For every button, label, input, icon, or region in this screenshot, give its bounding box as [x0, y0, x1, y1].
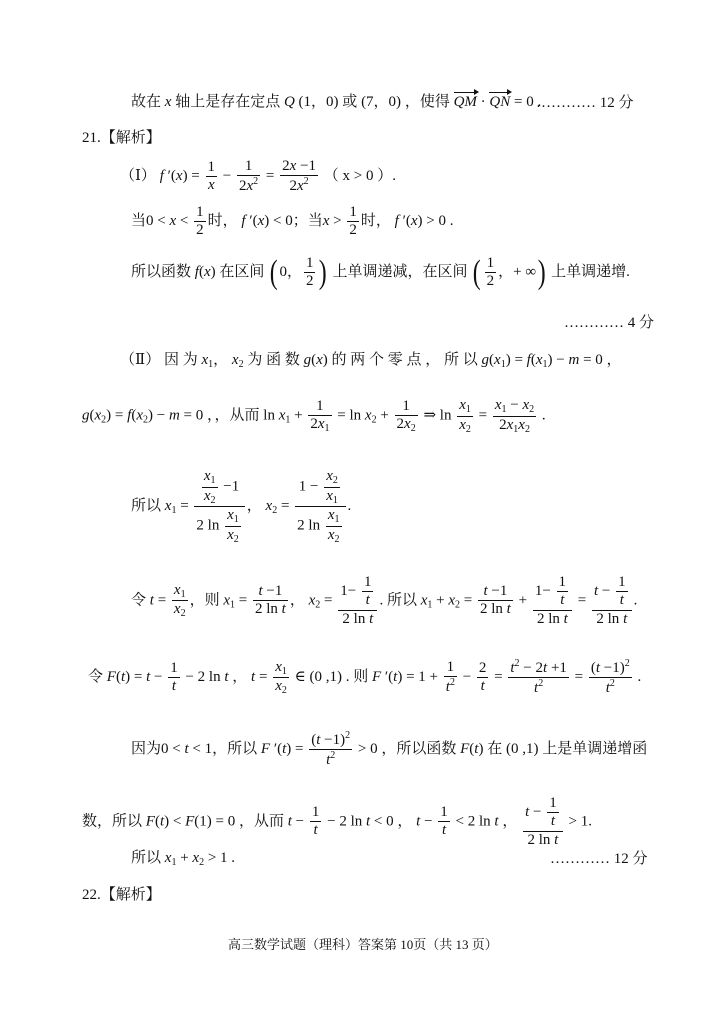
part2-inequality: 数，所以 F(t) < F(1) = 0 ，从而 t − $\frac{1}{t}$ − 2 ln t < 0 ， t − $\frac{1}{t}$ < 2 ln t ， t − $\frac{1}{t}$ 2 ln t > 1. — [82, 795, 592, 848]
score-part1: ………… 4 分 — [564, 315, 655, 331]
page-footer: 高三数学试题（理科）答案第 10页（共 13 页） — [228, 937, 498, 952]
line-q20-conclusion: 故在 x 轴上是存在定点 Q (1，0) 或 (7，0) ，使得 QM · QN = 0 . — [131, 94, 542, 110]
part2-because: 因为0 < t < 1，所以 F ′(t) = $\frac{(t -1)^2}{t^2}$ > 0 ，所以函数 F(t) 在 (0 ,1) 上是单调递增函 — [131, 730, 648, 769]
part1-conclusion: 所以函数 f(x) 在区间 ( 0， $\frac{1}{2}$ ) 上单调递减，在区间 ( $\frac{1}{2}$ ，+ ∞) 上单调递增. — [131, 253, 630, 291]
q22-label: 22.【解析】 — [82, 887, 161, 903]
score-q20: ………… 12 分 — [536, 95, 634, 111]
part1-cases: 当0 < x < $\frac{1}{2}$ 时， f ′(x) < 0；当x > $\frac{1}{2}$ 时， f ′(x) > 0 . — [131, 204, 454, 239]
part1-derivative: （Ⅰ） f ′(x) = $\frac{1}{x}$ − $\frac{1}{2x^2}$ = $\frac{2x -1}{2x^2}$ （ x > 0 ）. — [120, 158, 396, 195]
part2-x1x2: 所以 $x_1$ = $\frac{x_1}{x_2}$ −1 2 ln $\frac{x_1}{x_2}$ ， $x_2$ = 1 − $\frac{x_2}{x_1}$ 2 ln $\frac{x_1}{x_2}$ . — [131, 468, 352, 545]
part2-F-def: 令 F(t) = t − $\frac{1}{t}$ − 2 ln t ， t = $\frac{x_1}{x_2}$ ∈ (0 ,1) . 则 F ′(t) = 1 + $\frac{1}{t^2}$ − $\frac{2}{t}$ = $\frac{t^2 - 2t +1}{t^2}$ = $\frac{(t -1)^2}{t^2}$ . — [88, 658, 642, 697]
part2-intro: （Ⅱ） 因 为 $x_1$， $x_2$ 为 函 数 g(x) 的 两 个 零 点 ， 所 以 $g(x_1) = f(x_1) - m = 0$ ， — [120, 352, 622, 370]
part2-let-t: 令 t = $\frac{x_1}{x_2}$ ，则 $x_1$ = $\frac{t -1}{\text{2 ln t}}$ ， $x_2$ = 1− $\frac{1}{t}$ 2 ln t . 所以 $x_1 + x_2$ = $\frac{t -1}{\text{2 ln t}}$ + 1− $\frac{1}{t}$ 2 ln t = t − $\frac{1}{t}$ 2 ln t . — [131, 574, 638, 627]
score-part2: ………… 12 分 — [550, 851, 648, 867]
q21-label: 21.【解析】 — [82, 130, 161, 146]
part2-final: 所以 $x_1 + x_2 > 1$ . — [131, 850, 236, 868]
part2-eq2: $g(x_2) = f(x_2) - m = 0$ ，，从而 $\ln x_1$ + $\frac{1}{2x_1}$ = $\ln x_2$ + $\frac{1}{2x_2}$ ⇒ ln $\frac{x_1}{x_2}$ = $\frac{x_1 - x_2}{2x_1x_2}$ . — [82, 397, 546, 435]
